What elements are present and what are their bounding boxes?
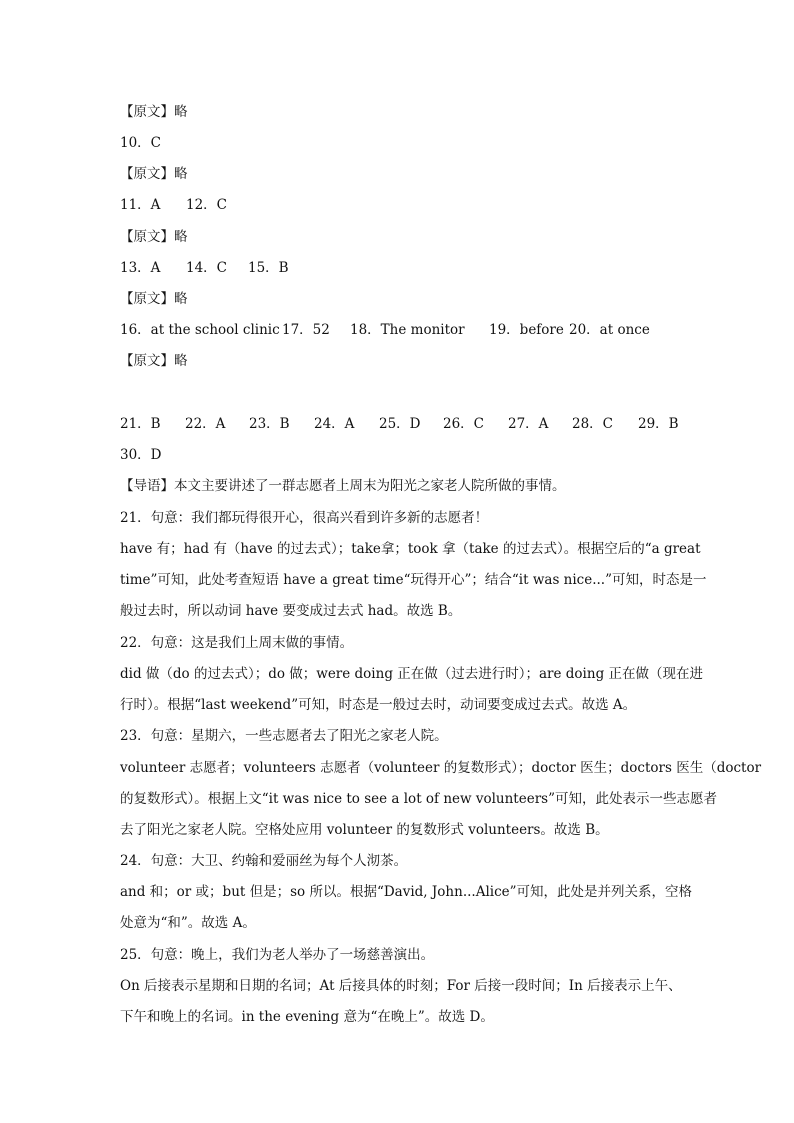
answer-item: 14．C <box>186 260 228 276</box>
answer-item: 26．C <box>443 416 485 432</box>
explanation-line: 21．句意：我们都玩得很开心，很高兴看到许多新的志愿者！ <box>120 510 489 526</box>
explanation-line: volunteer 志愿者；volunteers 志愿者（volunteer 的复数形式）；doctor 医生；doctors 医生（doctor <box>120 760 762 776</box>
original-text-note: 【原文】略 <box>120 291 188 307</box>
answer-item: 22．A <box>185 416 226 432</box>
explanation-line: 处意为“和”。故选 A。 <box>120 915 256 931</box>
answer-item: 29．B <box>638 416 679 432</box>
original-text-note: 【原文】略 <box>120 353 188 369</box>
answer-item: 28．C <box>572 416 614 432</box>
explanation-line: 去了阳光之家老人院。空格处应用 volunteer 的复数形式 volunteers。故选 B。 <box>120 822 609 838</box>
explanation-line: 22．句意：这是我们上周末做的事情。 <box>120 635 354 651</box>
answer-item: 23．B <box>249 416 290 432</box>
explanation-line: 的复数形式）。根据上文“it was nice to see a lot of new volunteers”可知，此处表示一些志愿者 <box>120 791 717 807</box>
explanation-line: 23．句意：星期六，一些志愿者去了阳光之家老人院。 <box>120 728 448 744</box>
answer-item: 21．B <box>120 416 161 432</box>
answer-item: 25．D <box>379 416 421 432</box>
answer-item: 17．52 <box>282 322 330 338</box>
explanation-line: time”可知，此处考查短语 have a great time“玩得开心”；结合“it was nice...”可知，时态是一 <box>120 572 707 588</box>
explanation-line: have 有；had 有（have 的过去式）；take拿；took 拿（take 的过去式）。根据空后的“a great <box>120 541 701 557</box>
lead-in-summary: 【导语】本文主要讲述了一群志愿者上周末为阳光之家老人院所做的事情。 <box>120 478 566 494</box>
answer-item: 20．at once <box>569 322 650 338</box>
explanation-line: 下午和晚上的名词。in the evening 意为“在晚上”。故选 D。 <box>120 1009 494 1025</box>
answer-item: 18．The monitor <box>350 322 465 338</box>
explanation-line: 25．句意：晚上，我们为老人举办了一场慈善演出。 <box>120 947 435 963</box>
answer-item: 12．C <box>186 197 228 213</box>
original-text-note: 【原文】略 <box>120 229 188 245</box>
answer-item: 19．before <box>489 322 564 338</box>
explanation-line: 行时）。根据“last weekend”可知，时态是一般过去时，动词要变成过去式。故选 A。 <box>120 697 637 713</box>
explanation-line: and 和；or 或；but 但是；so 所以。根据“David, John...Alice”可知，此处是并列关系，空格 <box>120 884 693 900</box>
answer-item: 27．A <box>508 416 549 432</box>
original-text-note: 【原文】略 <box>120 166 188 182</box>
answer-line: 10．C <box>120 135 162 151</box>
answer-item: 13．A <box>120 260 161 276</box>
answer-item: 24．A <box>314 416 355 432</box>
explanation-line: 般过去时，所以动词 have 要变成过去式 had。故选 B。 <box>120 603 462 619</box>
answer-item: 16．at the school clinic <box>120 322 280 338</box>
explanation-line: 24．句意：大卫、约翰和爱丽丝为每个人沏茶。 <box>120 853 408 869</box>
answer-line: 30．D <box>120 447 162 463</box>
original-text-note: 【原文】略 <box>120 104 188 120</box>
explanation-line: On 后接表示星期和日期的名词；At 后接具体的时刻；For 后接一段时间；In 后接表示上午、 <box>120 978 682 994</box>
explanation-line: did 做（do 的过去式）；do 做；were doing 正在做（过去进行时）；are doing 正在做（现在进 <box>120 666 704 682</box>
answer-item: 15．B <box>248 260 289 276</box>
answer-item: 11．A <box>120 197 161 213</box>
